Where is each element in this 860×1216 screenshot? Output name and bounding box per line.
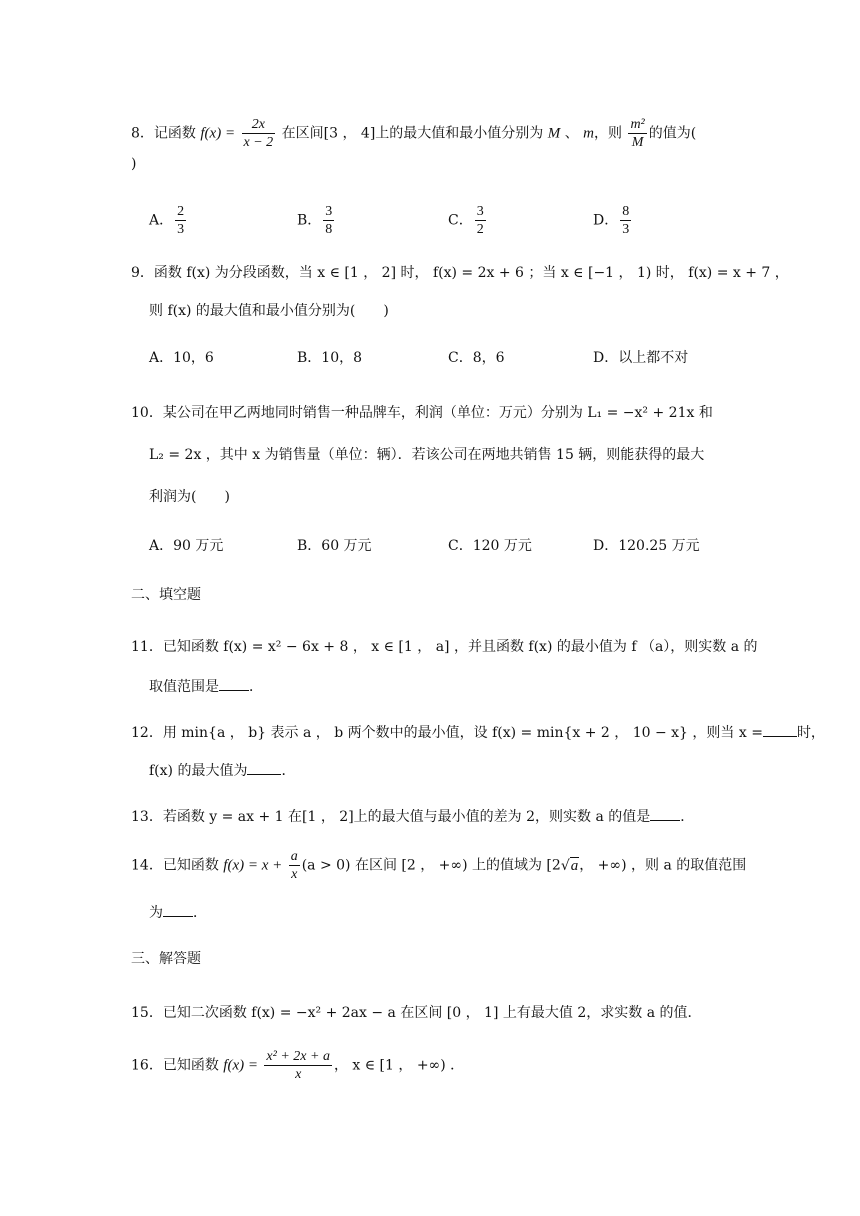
answer-blank xyxy=(163,904,193,917)
question-8-number: 8． xyxy=(131,125,154,142)
question-10-line-3: 利润为( ) xyxy=(149,489,230,505)
option-9a: A．10，6 xyxy=(149,350,214,366)
answer-blank xyxy=(650,808,680,821)
option-10d: D．120.25 万元 xyxy=(593,538,700,554)
option-9d: D．以上都不对 xyxy=(593,350,689,366)
answer-blank xyxy=(763,724,797,737)
fraction-m2-over-M: $\frac{\text{m²}}{M}$ xyxy=(630,117,645,150)
option-8d: D． $\frac{8}{3}$ xyxy=(593,204,630,237)
question-9-line-2: 则 f(x) 的最大值和最小值分别为( ) xyxy=(149,303,389,319)
question-12-line-1: 12．用 min{a ， b} 表示 a ， b 两个数中的最小值，设 f(x) = min{x + 2 ， 10 − x} ，则当 x = 时， xyxy=(131,725,825,741)
question-8-close-paren: ) xyxy=(131,156,137,172)
question-10-line-1: 10．某公司在甲乙两地同时销售一种品牌车，利润（单位：万元）分别为 L₁ = −x² + 21x 和 xyxy=(131,405,713,421)
option-9b: B．10，8 xyxy=(297,350,363,366)
fraction-quadratic-over-x: $\frac{\text{x² + 2x + a}}{x}$ xyxy=(266,1049,330,1082)
question-9-line-1: 9．函数 f(x) 为分段函数，当 x ∈ [1 ， 2] 时， f(x) = 2x + 6 ；当 x ∈ [−1 ， 1) 时， f(x) = x + 7 ， xyxy=(131,265,789,281)
option-8a: A． $\frac{2}{3}$ xyxy=(149,204,185,237)
option-8b: B． $\frac{3}{8}$ xyxy=(297,204,333,237)
question-13-line-1: 13．若函数 y = ax + 1 在[1 ， 2]上的最大值与最小值的差为 2，则实数 a 的值是 ． xyxy=(131,809,695,825)
fraction-a-over-x: $\frac{a}{x}$ xyxy=(290,849,298,882)
fraction-2x-over-x-minus-2: $\frac{2x}{x - 2}$ xyxy=(243,117,274,150)
question-14-line-2: 为 ． xyxy=(149,905,207,921)
question-10-line-2: L₂ = 2x ，其中 x 为销售量（单位：辆）．若该公司在两地共销售 15 辆，则能获得的最大 xyxy=(149,447,705,463)
answer-blank xyxy=(219,678,249,691)
option-10b: B．60 万元 xyxy=(297,538,372,554)
sqrt-a: √a xyxy=(560,857,579,874)
question-12-line-2: f(x) 的最大值为 ． xyxy=(149,763,296,779)
section-heading-fill-in: 二、填空题 xyxy=(131,587,201,603)
question-11-line-1: 11．已知函数 f(x) = x² − 6x + 8 ， x ∈ [1 ， a] ，并且函数 f(x) 的最小值为 f （a），则实数 a 的 xyxy=(131,639,758,655)
option-10c: C．120 万元 xyxy=(448,538,532,554)
option-8c: C． $\frac{3}{2}$ xyxy=(448,204,484,237)
question-8: 8．记函数 f(x) = $\frac{2x}{x - 2}$ 在区间[3 ， 4]上的最大值和最小值分别为 M 、 m，则 $\frac{\text{m²}}{M}$ 的值为( xyxy=(131,117,697,150)
function-expression: f(x) = xyxy=(200,125,236,142)
question-14-line-1: 14．已知函数 f(x) = x + $\frac{a}{x}$ (a > 0) 在区间 [2 ， +∞) 上的值域为 [2√a， +∞) ，则 a 的取值范围 xyxy=(131,849,747,882)
option-9c: C．8，6 xyxy=(448,350,505,366)
question-11-line-2: 取值范围是 ． xyxy=(149,679,263,695)
option-10a: A．90 万元 xyxy=(149,538,224,554)
section-heading-solve: 三、解答题 xyxy=(131,951,201,967)
question-15-line-1: 15．已知二次函数 f(x) = −x² + 2ax − a 在区间 [0 ， 1] 上有最大值 2，求实数 a 的值． xyxy=(131,1005,702,1021)
answer-blank xyxy=(247,762,281,775)
question-16-line-1: 16．已知函数 f(x) = $\frac{\text{x² + 2x + a}}{x}$ ， x ∈ [1 ， +∞) ． xyxy=(131,1049,465,1082)
